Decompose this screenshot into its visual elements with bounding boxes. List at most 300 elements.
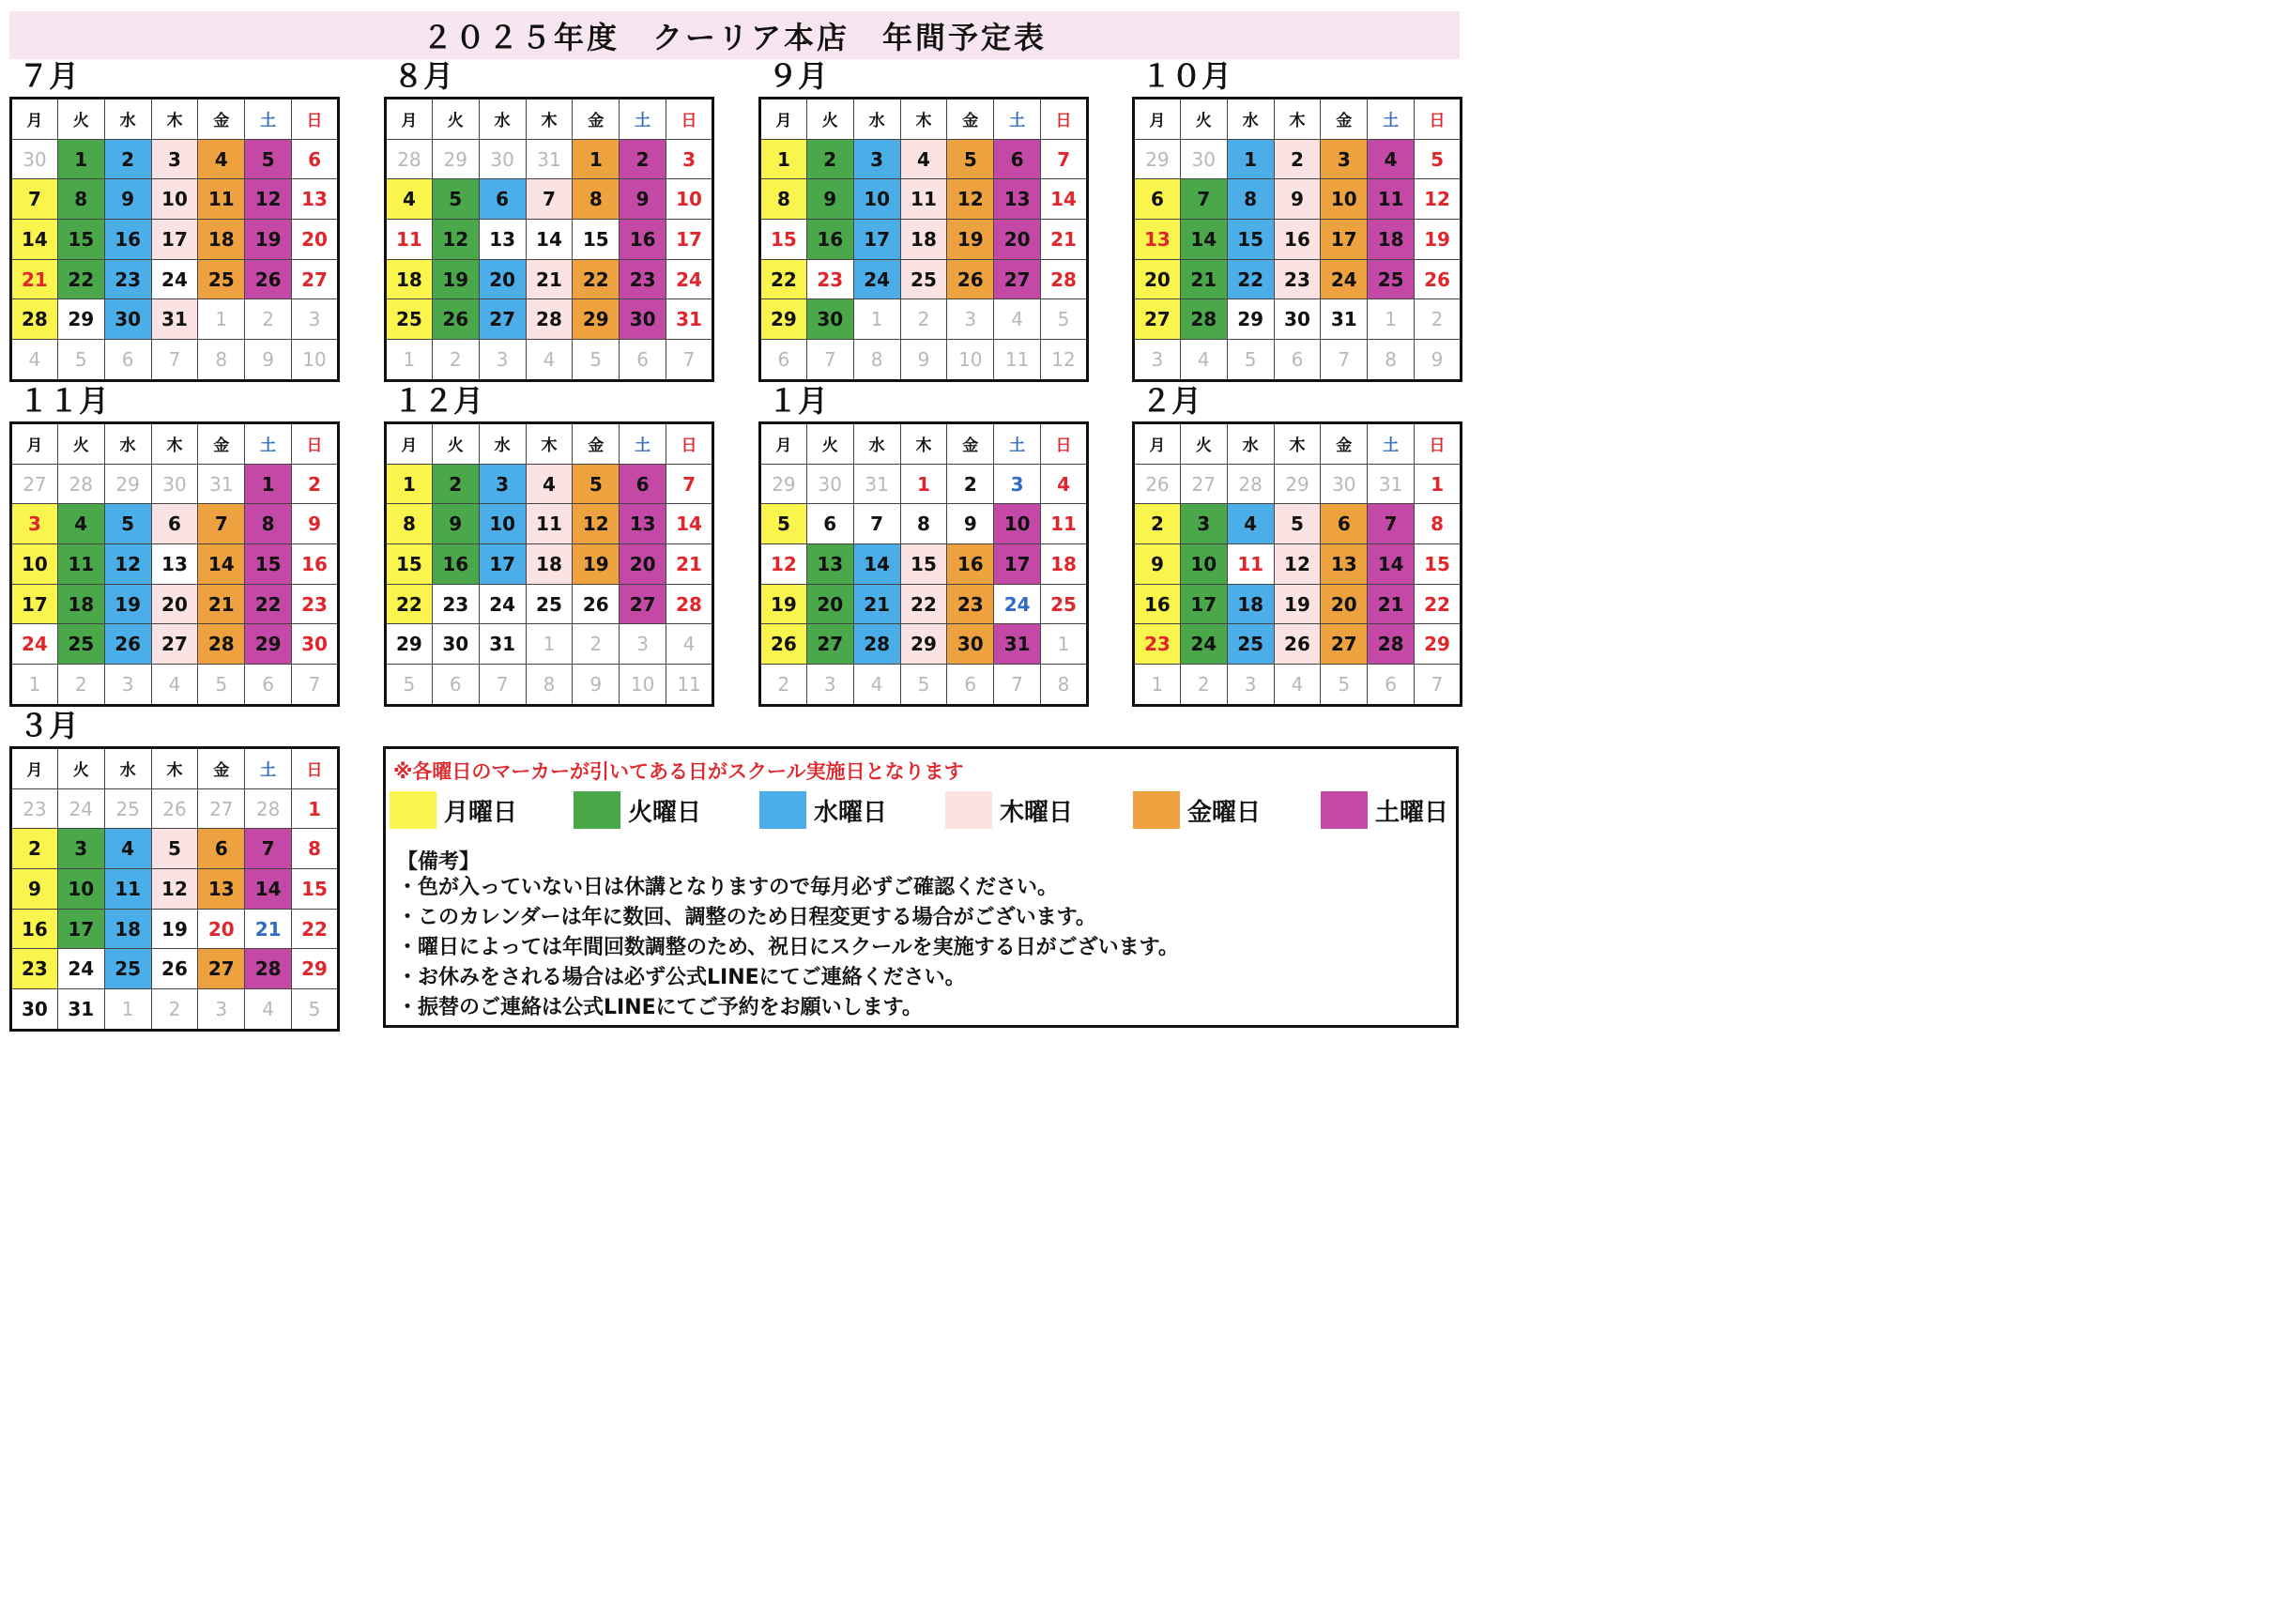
day-cell: 14 — [245, 869, 292, 910]
day-cell: 26 — [104, 624, 151, 665]
legend-item — [1133, 791, 1261, 829]
day-cell: 12 — [151, 869, 198, 910]
day-cell: 16 — [620, 220, 666, 260]
day-cell: 27 — [479, 299, 526, 340]
day-cell: 7 — [11, 179, 58, 220]
weekday-header: 木 — [1274, 423, 1321, 465]
day-cell: 2 — [760, 665, 807, 706]
day-cell: 11 — [1041, 504, 1088, 544]
day-cell: 9 — [432, 504, 479, 544]
day-cell: 12 — [947, 179, 994, 220]
day-cell: 29 — [1134, 139, 1181, 179]
day-cell: 3 — [806, 665, 853, 706]
day-cell: 18 — [900, 220, 947, 260]
day-cell: 1 — [526, 624, 573, 665]
day-cell: 4 — [245, 989, 292, 1031]
day-cell: 5 — [198, 665, 245, 706]
day-cell: 27 — [151, 624, 198, 665]
weekday-header: 金 — [198, 748, 245, 789]
day-cell: 1 — [900, 464, 947, 504]
legend-swatch — [574, 791, 620, 829]
month-label: ８月 — [393, 58, 454, 94]
day-cell: 8 — [1368, 340, 1415, 381]
day-cell: 15 — [245, 544, 292, 585]
weekday-header: 金 — [198, 423, 245, 465]
day-cell: 1 — [104, 989, 151, 1031]
legend-item — [390, 791, 517, 829]
day-cell: 30 — [11, 139, 58, 179]
day-cell: 28 — [853, 624, 900, 665]
day-cell: 30 — [806, 464, 853, 504]
day-cell: 29 — [573, 299, 620, 340]
day-cell: 1 — [1415, 464, 1462, 504]
day-cell: 26 — [151, 949, 198, 989]
day-cell: 24 — [1180, 624, 1227, 665]
day-cell: 16 — [104, 220, 151, 260]
month-label: ７月 — [19, 58, 80, 94]
day-cell: 19 — [151, 909, 198, 949]
day-cell: 21 — [1041, 220, 1088, 260]
day-cell: 13 — [151, 544, 198, 585]
day-cell: 4 — [1368, 139, 1415, 179]
day-cell: 14 — [1041, 179, 1088, 220]
day-cell: 4 — [666, 624, 713, 665]
day-cell: 5 — [947, 139, 994, 179]
day-cell: 20 — [1134, 259, 1181, 299]
day-cell: 3 — [1227, 665, 1274, 706]
day-cell: 22 — [900, 584, 947, 624]
day-cell: 14 — [526, 220, 573, 260]
month-label: １月 — [768, 383, 829, 419]
day-cell: 4 — [151, 665, 198, 706]
day-cell: 7 — [666, 340, 713, 381]
day-cell: 14 — [11, 220, 58, 260]
weekday-header: 金 — [573, 99, 620, 140]
month-calendar — [9, 383, 340, 707]
day-cell: 6 — [292, 139, 339, 179]
month-table — [1132, 421, 1462, 707]
day-cell: 10 — [479, 504, 526, 544]
day-cell: 23 — [432, 584, 479, 624]
weekday-header: 月 — [11, 423, 58, 465]
day-cell: 9 — [292, 504, 339, 544]
day-cell: 12 — [760, 544, 807, 585]
weekday-header: 月 — [1134, 99, 1181, 140]
month-label: １０月 — [1141, 58, 1232, 94]
day-cell: 21 — [198, 584, 245, 624]
day-cell: 28 — [666, 584, 713, 624]
day-cell: 3 — [1180, 504, 1227, 544]
day-cell: 28 — [57, 464, 104, 504]
weekday-header: 木 — [526, 423, 573, 465]
weekday-header: 土 — [245, 748, 292, 789]
month-table — [758, 421, 1089, 707]
weekday-header: 火 — [1180, 99, 1227, 140]
day-cell: 3 — [994, 464, 1041, 504]
day-cell: 4 — [198, 139, 245, 179]
remark-line: ・曜日によっては年間回数調整のため、祝日にスクールを実施する日がございます。 — [397, 936, 1179, 959]
day-cell: 25 — [1041, 584, 1088, 624]
weekday-header: 金 — [198, 99, 245, 140]
day-cell: 20 — [994, 220, 1041, 260]
day-cell: 26 — [1134, 464, 1181, 504]
weekday-header: 月 — [386, 99, 433, 140]
day-cell: 12 — [573, 504, 620, 544]
day-cell: 21 — [1180, 259, 1227, 299]
day-cell: 9 — [1274, 179, 1321, 220]
day-cell: 22 — [292, 909, 339, 949]
day-cell: 10 — [620, 665, 666, 706]
day-cell: 26 — [947, 259, 994, 299]
day-cell: 8 — [198, 340, 245, 381]
day-cell: 6 — [806, 504, 853, 544]
day-cell: 8 — [292, 829, 339, 869]
day-cell: 17 — [853, 220, 900, 260]
day-cell: 10 — [666, 179, 713, 220]
day-cell: 29 — [760, 299, 807, 340]
weekday-header: 火 — [57, 748, 104, 789]
day-cell: 29 — [900, 624, 947, 665]
day-cell: 11 — [666, 665, 713, 706]
month-calendar — [9, 58, 340, 382]
day-cell: 6 — [432, 665, 479, 706]
weekday-header: 月 — [1134, 423, 1181, 465]
weekday-header: 土 — [1368, 99, 1415, 140]
day-cell: 22 — [1227, 259, 1274, 299]
day-cell: 11 — [104, 869, 151, 910]
day-cell: 31 — [1321, 299, 1368, 340]
day-cell: 14 — [1368, 544, 1415, 585]
day-cell: 2 — [1134, 504, 1181, 544]
day-cell: 6 — [104, 340, 151, 381]
day-cell: 18 — [57, 584, 104, 624]
month-label: ２月 — [1141, 383, 1202, 419]
weekday-header: 日 — [292, 423, 339, 465]
weekday-header: 水 — [479, 99, 526, 140]
day-cell: 27 — [1321, 624, 1368, 665]
day-cell: 15 — [57, 220, 104, 260]
day-cell: 27 — [11, 464, 58, 504]
day-cell: 9 — [1415, 340, 1462, 381]
day-cell: 1 — [760, 139, 807, 179]
legend-item — [574, 791, 701, 829]
day-cell: 21 — [853, 584, 900, 624]
weekday-header: 土 — [994, 99, 1041, 140]
weekday-header: 水 — [104, 99, 151, 140]
day-cell: 7 — [1041, 139, 1088, 179]
day-cell: 7 — [479, 665, 526, 706]
weekday-header: 土 — [620, 423, 666, 465]
day-cell: 5 — [432, 179, 479, 220]
weekday-header: 木 — [900, 99, 947, 140]
day-cell: 9 — [947, 504, 994, 544]
day-cell: 7 — [245, 829, 292, 869]
remark-line: ・お休みをされる場合は必ず公式LINEにてご連絡ください。 — [397, 966, 966, 989]
weekday-header: 土 — [620, 99, 666, 140]
day-cell: 10 — [57, 869, 104, 910]
day-cell: 24 — [479, 584, 526, 624]
day-cell: 8 — [573, 179, 620, 220]
legend-item — [759, 791, 887, 829]
day-cell: 27 — [198, 949, 245, 989]
day-cell: 21 — [1368, 584, 1415, 624]
day-cell: 20 — [620, 544, 666, 585]
day-cell: 25 — [1227, 624, 1274, 665]
day-cell: 28 — [1041, 259, 1088, 299]
day-cell: 7 — [526, 179, 573, 220]
legend-swatch — [1321, 791, 1368, 829]
day-cell: 19 — [947, 220, 994, 260]
day-cell: 4 — [104, 829, 151, 869]
day-cell: 26 — [245, 259, 292, 299]
day-cell: 30 — [292, 624, 339, 665]
weekday-header: 日 — [1415, 99, 1462, 140]
day-cell: 28 — [386, 139, 433, 179]
day-cell: 5 — [104, 504, 151, 544]
day-cell: 27 — [198, 788, 245, 829]
day-cell: 2 — [806, 139, 853, 179]
day-cell: 10 — [1321, 179, 1368, 220]
month-table — [384, 97, 714, 382]
day-cell: 14 — [1180, 220, 1227, 260]
day-cell: 17 — [57, 909, 104, 949]
day-cell: 29 — [432, 139, 479, 179]
weekday-header: 日 — [292, 748, 339, 789]
weekday-header: 水 — [1227, 423, 1274, 465]
day-cell: 11 — [386, 220, 433, 260]
day-cell: 1 — [1134, 665, 1181, 706]
day-cell: 9 — [11, 869, 58, 910]
legend-box — [383, 746, 1459, 1028]
day-cell: 18 — [1041, 544, 1088, 585]
day-cell: 26 — [573, 584, 620, 624]
day-cell: 7 — [1180, 179, 1227, 220]
day-cell: 8 — [760, 179, 807, 220]
day-cell: 7 — [1368, 504, 1415, 544]
day-cell: 30 — [947, 624, 994, 665]
legend-swatch — [1133, 791, 1180, 829]
day-cell: 2 — [151, 989, 198, 1031]
weekday-header: 木 — [1274, 99, 1321, 140]
day-cell: 24 — [994, 584, 1041, 624]
day-cell: 16 — [1274, 220, 1321, 260]
day-cell: 30 — [1321, 464, 1368, 504]
day-cell: 2 — [432, 340, 479, 381]
day-cell: 5 — [1321, 665, 1368, 706]
day-cell: 16 — [432, 544, 479, 585]
day-cell: 19 — [245, 220, 292, 260]
day-cell: 11 — [1368, 179, 1415, 220]
weekday-header: 日 — [1415, 423, 1462, 465]
day-cell: 29 — [104, 464, 151, 504]
day-cell: 6 — [479, 179, 526, 220]
day-cell: 3 — [479, 464, 526, 504]
weekday-header: 月 — [11, 748, 58, 789]
month-label: ９月 — [768, 58, 829, 94]
weekday-header: 水 — [479, 423, 526, 465]
legend-note: ※各曜日のマーカーが引いてある日がスクール実施日となります — [393, 760, 964, 783]
weekday-header: 土 — [994, 423, 1041, 465]
day-cell: 13 — [479, 220, 526, 260]
day-cell: 3 — [1321, 139, 1368, 179]
day-cell: 1 — [11, 665, 58, 706]
day-cell: 30 — [11, 989, 58, 1031]
day-cell: 8 — [1415, 504, 1462, 544]
weekday-header: 火 — [57, 99, 104, 140]
day-cell: 4 — [1227, 504, 1274, 544]
day-cell: 1 — [198, 299, 245, 340]
day-cell: 22 — [57, 259, 104, 299]
day-cell: 13 — [292, 179, 339, 220]
day-cell: 28 — [1180, 299, 1227, 340]
day-cell: 29 — [245, 624, 292, 665]
day-cell: 8 — [900, 504, 947, 544]
day-cell: 16 — [11, 909, 58, 949]
day-cell: 30 — [1274, 299, 1321, 340]
day-cell: 3 — [620, 624, 666, 665]
day-cell: 8 — [386, 504, 433, 544]
day-cell: 2 — [900, 299, 947, 340]
weekday-header: 月 — [386, 423, 433, 465]
day-cell: 7 — [198, 504, 245, 544]
day-cell: 4 — [57, 504, 104, 544]
day-cell: 23 — [1274, 259, 1321, 299]
day-cell: 6 — [1134, 179, 1181, 220]
day-cell: 23 — [11, 949, 58, 989]
day-cell: 28 — [1368, 624, 1415, 665]
day-cell: 1 — [386, 464, 433, 504]
month-table — [384, 421, 714, 707]
day-cell: 18 — [198, 220, 245, 260]
day-cell: 8 — [1227, 179, 1274, 220]
day-cell: 26 — [432, 299, 479, 340]
day-cell: 17 — [994, 544, 1041, 585]
day-cell: 6 — [947, 665, 994, 706]
day-cell: 13 — [994, 179, 1041, 220]
day-cell: 28 — [245, 788, 292, 829]
day-cell: 5 — [900, 665, 947, 706]
day-cell: 2 — [432, 464, 479, 504]
day-cell: 17 — [479, 544, 526, 585]
day-cell: 7 — [853, 504, 900, 544]
day-cell: 9 — [806, 179, 853, 220]
day-cell: 1 — [245, 464, 292, 504]
day-cell: 4 — [11, 340, 58, 381]
day-cell: 10 — [151, 179, 198, 220]
day-cell: 27 — [1180, 464, 1227, 504]
day-cell: 4 — [1274, 665, 1321, 706]
day-cell: 26 — [760, 624, 807, 665]
day-cell: 15 — [292, 869, 339, 910]
day-cell: 5 — [245, 139, 292, 179]
day-cell: 20 — [479, 259, 526, 299]
day-cell: 23 — [620, 259, 666, 299]
day-cell: 19 — [760, 584, 807, 624]
weekday-header: 水 — [853, 99, 900, 140]
day-cell: 10 — [947, 340, 994, 381]
weekday-header: 木 — [151, 99, 198, 140]
month-calendar — [1132, 58, 1462, 382]
weekday-header: 金 — [947, 99, 994, 140]
month-calendar — [758, 383, 1089, 707]
day-cell: 25 — [526, 584, 573, 624]
day-cell: 25 — [386, 299, 433, 340]
day-cell: 22 — [573, 259, 620, 299]
day-cell: 6 — [198, 829, 245, 869]
month-label: １１月 — [19, 383, 110, 419]
day-cell: 6 — [1321, 504, 1368, 544]
day-cell: 30 — [432, 624, 479, 665]
day-cell: 15 — [573, 220, 620, 260]
day-cell: 3 — [104, 665, 151, 706]
day-cell: 1 — [57, 139, 104, 179]
weekday-header: 土 — [1368, 423, 1415, 465]
month-calendar — [9, 708, 340, 1032]
day-cell: 19 — [1415, 220, 1462, 260]
weekday-header: 木 — [151, 423, 198, 465]
day-cell: 3 — [57, 829, 104, 869]
day-cell: 11 — [57, 544, 104, 585]
day-cell: 20 — [292, 220, 339, 260]
day-cell: 10 — [1180, 544, 1227, 585]
day-cell: 9 — [245, 340, 292, 381]
weekday-header: 金 — [573, 423, 620, 465]
day-cell: 5 — [1041, 299, 1088, 340]
weekday-header: 土 — [245, 423, 292, 465]
weekday-header: 木 — [900, 423, 947, 465]
day-cell: 10 — [292, 340, 339, 381]
day-cell: 17 — [11, 584, 58, 624]
month-table — [758, 97, 1089, 382]
day-cell: 5 — [1415, 139, 1462, 179]
day-cell: 1 — [1227, 139, 1274, 179]
day-cell: 29 — [1274, 464, 1321, 504]
day-cell: 2 — [947, 464, 994, 504]
day-cell: 12 — [1041, 340, 1088, 381]
weekday-header: 火 — [432, 99, 479, 140]
day-cell: 10 — [853, 179, 900, 220]
weekday-header: 日 — [292, 99, 339, 140]
day-cell: 21 — [11, 259, 58, 299]
day-cell: 30 — [620, 299, 666, 340]
weekday-header: 水 — [853, 423, 900, 465]
day-cell: 11 — [198, 179, 245, 220]
day-cell: 9 — [900, 340, 947, 381]
day-cell: 30 — [806, 299, 853, 340]
day-cell: 30 — [151, 464, 198, 504]
weekday-header: 日 — [666, 99, 713, 140]
day-cell: 12 — [245, 179, 292, 220]
day-cell: 1 — [573, 139, 620, 179]
remarks-title: 【備考】 — [397, 850, 481, 874]
day-cell: 8 — [526, 665, 573, 706]
day-cell: 20 — [1321, 584, 1368, 624]
day-cell: 1 — [1368, 299, 1415, 340]
day-cell: 18 — [386, 259, 433, 299]
day-cell: 3 — [666, 139, 713, 179]
day-cell: 5 — [573, 340, 620, 381]
month-calendar — [384, 58, 714, 382]
day-cell: 23 — [1134, 624, 1181, 665]
day-cell: 5 — [1274, 504, 1321, 544]
day-cell: 8 — [245, 504, 292, 544]
day-cell: 15 — [900, 544, 947, 585]
day-cell: 28 — [1227, 464, 1274, 504]
day-cell: 9 — [573, 665, 620, 706]
day-cell: 7 — [806, 340, 853, 381]
day-cell: 26 — [1415, 259, 1462, 299]
day-cell: 1 — [386, 340, 433, 381]
